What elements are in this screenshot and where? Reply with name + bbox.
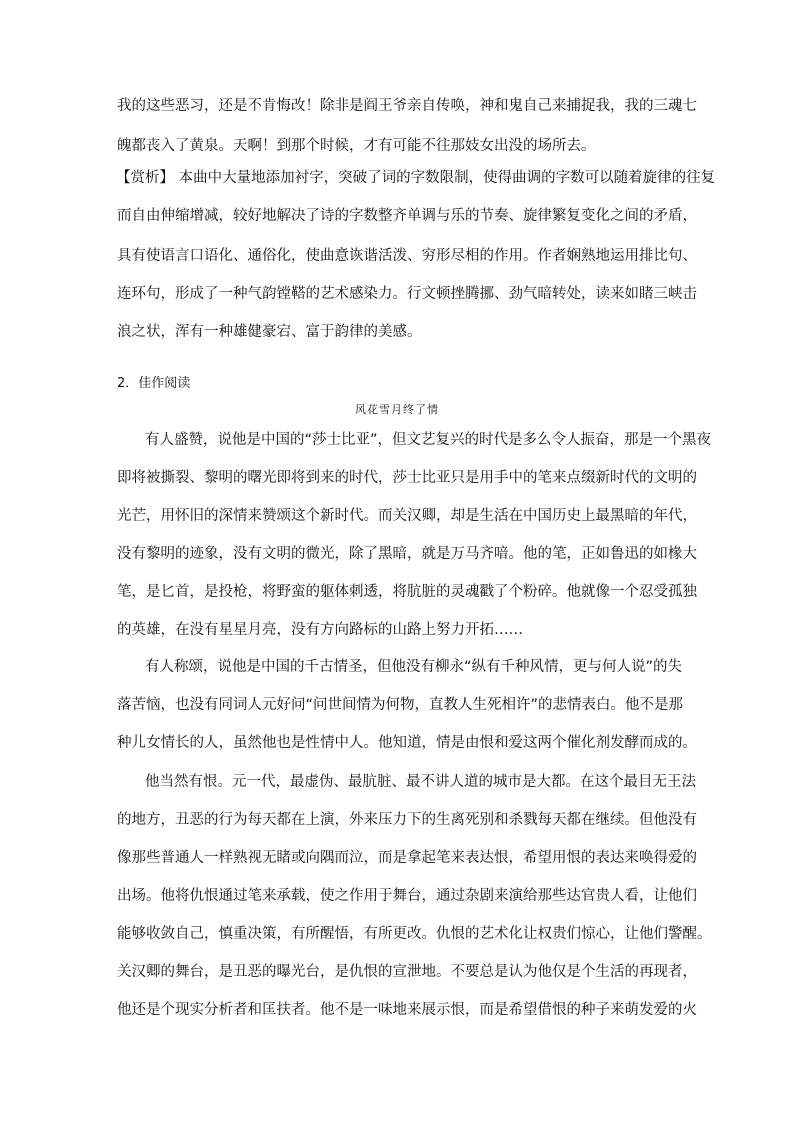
paragraph-line: 没有黎明的迹象，没有文明的微光，除了黑暗，就是万马齐喑。他的笔，正如鲁迅的如椽大 xyxy=(117,546,697,562)
translation-line: 我的这些恶习，还是不肯悔改！除非是阎王爷亲自传唤，神和鬼自己来捕捉我，我的三魂七 xyxy=(117,98,697,114)
paragraph-line: 笔，是匕首，是投枪，将野蛮的躯体刺透，将肮脏的灵魂戳了个粉碎。他就像一个忍受孤独 xyxy=(117,584,697,600)
appreciation-line: 【赏析】 本曲中大量地添加衬字，突破了词的字数限制，使得曲调的字数可以随着旋律的往复 xyxy=(116,170,716,186)
paragraph-line: 落苦恼，也没有同词人元好问“问世间情为何物，直教人生死相许”的悲情表白。他不是那 xyxy=(117,697,684,713)
paragraph-line: 即将被撕裂、黎明的曙光即将到来的时代，莎士比亚只是用手中的笔来点缀新时代的文明的 xyxy=(117,470,697,486)
paragraph-line: 种儿女情长的人，虽然他也是性情中人。他知道，情是由恨和爱这两个催化剂发酵而成的。 xyxy=(117,735,697,751)
paragraph-line: 的英雄，在没有星星月亮，没有方向路标的山路上努力开拓…… xyxy=(117,622,523,638)
appreciation-line: 连环句，形成了一种气韵镗鞳的艺术感染力。行文顿挫腾挪、劲气暗转处，读来如睹三峡击 xyxy=(117,286,697,302)
paragraph-line: 关汉卿的舞台，是丑恶的曝光台，是仇恨的宣泄地。不要总是认为他仅是个生活的再现者， xyxy=(117,964,697,980)
section-heading: 2．佳作阅读 xyxy=(117,376,191,391)
paragraph-line: 有人盛赞，说他是中国的“莎士比亚”，但文艺复兴的时代是多么令人振奋，那是一个黑夜 xyxy=(145,432,712,448)
article-title: 风花雪月终了情 xyxy=(355,403,439,416)
paragraph-line: 像那些普通人一样熟视无睹或向隅而泣，而是拿起笔来表达恨，希望用恨的表达来唤得爱的 xyxy=(117,850,697,866)
paragraph-line: 有人称颂，说他是中国的千古情圣，但他没有柳永“纵有千种风情，更与何人说”的失 xyxy=(145,659,683,675)
paragraph-line: 光芒，用怀旧的深情来赞颂这个新时代。而关汉卿，却是生活在中国历史上最黑暗的年代， xyxy=(117,508,697,524)
appreciation-line: 具有使语言口语化、通俗化，使曲意诙谐活泼、穷形尽相的作用。作者娴熟地运用排比句、 xyxy=(117,248,697,264)
paragraph-line: 的地方，丑恶的行为每天都在上演，外来压力下的生离死别和杀戮每天都在继续。但他没有 xyxy=(117,812,697,828)
appreciation-line: 而自由伸缩增减，较好地解决了诗的字数整齐单调与乐的节奏、旋律繁复变化之间的矛盾， xyxy=(117,208,697,224)
paragraph-line: 能够收敛自己，慎重决策，有所醒悟，有所更改。仇恨的艺术化让权贵们惊心，让他们警醒。 xyxy=(117,926,712,942)
translation-line: 魄都丧入了黄泉。天啊！到那个时候，才有可能不往那妓女出没的场所去。 xyxy=(117,138,596,154)
appreciation-line: 浪之状，浑有一种雄健豪宕、富于韵律的美感。 xyxy=(117,324,422,340)
paragraph-line: 他还是个现实分析者和匡扶者。他不是一味地来展示恨，而是希望借恨的种子来萌发爱的火 xyxy=(117,1002,697,1018)
paragraph-line: 出场。他将仇恨通过笔来承载，使之作用于舞台，通过杂剧来演给那些达官贵人看，让他们 xyxy=(117,888,697,904)
paragraph-line: 他当然有恨。元一代，最虚伪、最肮脏、最不讲人道的城市是大都。在这个最目无王法 xyxy=(145,774,696,790)
